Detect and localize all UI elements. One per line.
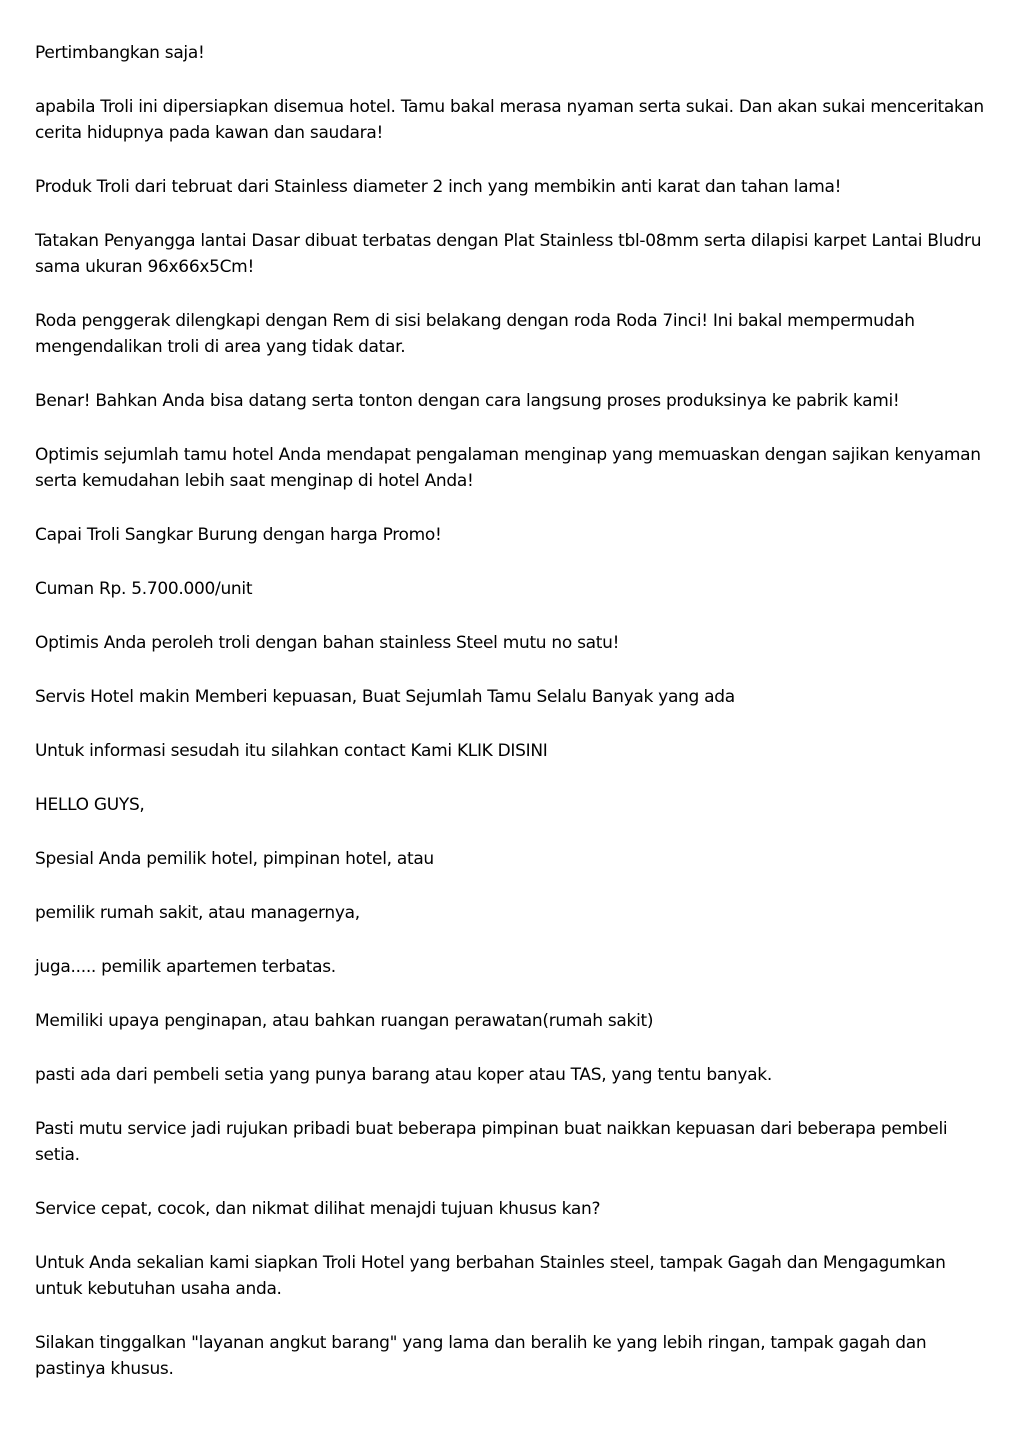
contact-paragraph: Untuk informasi sesudah itu silahkan contact Kami KLIK DISINI <box>35 741 548 761</box>
paragraph: apabila Troli ini dipersiapkan disemua hotel. Tamu bakal merasa nyaman serta sukai. Dan akan sukai menceritakan cerita hidupnya pada kawan dan saudara! <box>35 97 984 143</box>
greeting-paragraph: HELLO GUYS, <box>35 795 145 815</box>
paragraph: Spesial Anda pemilik hotel, pimpinan hotel, atau <box>35 849 434 869</box>
paragraph: Pertimbangkan saja! <box>35 43 205 63</box>
paragraph: Optimis Anda peroleh troli dengan bahan stainless Steel mutu no satu! <box>35 633 620 653</box>
paragraph: Untuk Anda sekalian kami siapkan Troli Hotel yang berbahan Stainles steel, tampak Gagah dan Mengagumkan untuk kebutuhan usaha anda. <box>35 1253 946 1299</box>
paragraph: Silakan tinggalkan "layanan angkut barang" yang lama dan beralih ke yang lebih ringan, tampak gagah dan pastinya khusus. <box>35 1333 927 1379</box>
paragraph: Servis Hotel makin Memberi kepuasan, Buat Sejumlah Tamu Selalu Banyak yang ada <box>35 687 735 707</box>
paragraph: juga..... pemilik apartemen terbatas. <box>35 957 336 977</box>
paragraph: Optimis sejumlah tamu hotel Anda mendapat pengalaman menginap yang memuaskan dengan sajikan kenyaman serta kemudahan lebih saat menginap di hotel Anda! <box>35 445 981 491</box>
paragraph: Pasti mutu service jadi rujukan pribadi buat beberapa pimpinan buat naikkan kepuasan dari beberapa pembeli setia. <box>35 1119 948 1165</box>
paragraph: Benar! Bahkan Anda bisa datang serta tonton dengan cara langsung proses produksinya ke pabrik kami! <box>35 391 900 411</box>
paragraph: Tatakan Penyangga lantai Dasar dibuat terbatas dengan Plat Stainless tbl-08mm serta dilapisi karpet Lantai Bludru sama ukuran 96x66x5Cm! <box>35 231 982 277</box>
paragraph: pemilik rumah sakit, atau managernya, <box>35 903 360 923</box>
paragraph: pasti ada dari pembeli setia yang punya barang atau koper atau TAS, yang tentu banyak. <box>35 1065 772 1085</box>
paragraph: Roda penggerak dilengkapi dengan Rem di sisi belakang dengan roda Roda 7inci! Ini bakal mempermudah mengendalikan troli di area yang tidak datar. <box>35 311 915 357</box>
paragraph: Produk Troli dari tebruat dari Stainless diameter 2 inch yang membikin anti karat dan tahan lama! <box>35 177 842 197</box>
price-paragraph: Cuman Rp. 5.700.000/unit <box>35 579 253 599</box>
paragraph: Memiliki upaya penginapan, atau bahkan ruangan perawatan(rumah sakit) <box>35 1011 654 1031</box>
paragraph: Service cepat, cocok, dan nikmat dilihat menajdi tujuan khusus kan? <box>35 1199 601 1219</box>
paragraph: Capai Troli Sangkar Burung dengan harga Promo! <box>35 525 442 545</box>
